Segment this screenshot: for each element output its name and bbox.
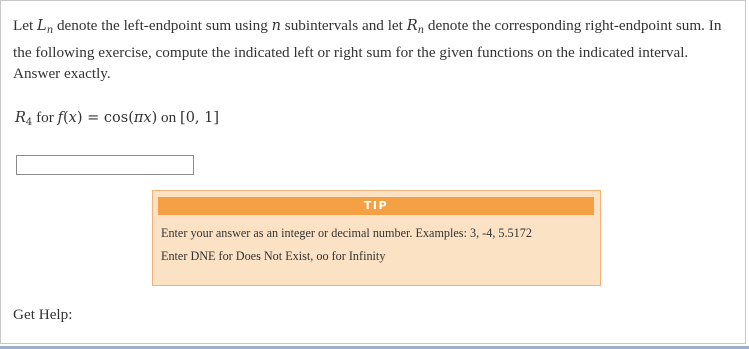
r-n-symbol: $R_n$ (406, 18, 425, 36)
for-text: for (32, 109, 58, 126)
intro-text-3: subintervals and let (280, 17, 407, 34)
tip-box (152, 190, 601, 286)
answer-input[interactable] (16, 155, 194, 175)
n-variable: n (271, 18, 281, 34)
problem-statement (13, 15, 735, 85)
on-text: on (157, 109, 181, 126)
intro-text: Let (13, 17, 38, 34)
tip-line-format: Enter your answer as an integer or decimal number. Examples: 3, -4, 5.5172 (161, 226, 532, 240)
tip-line-dne: Enter DNE for Does Not Exist, oo for Infinity (161, 249, 386, 263)
intro-text-2: denote the left-endpoint sum using (53, 17, 272, 34)
r4-symbol: $R_4$ (15, 110, 33, 128)
l-n-symbol: $L_n$ (37, 18, 54, 36)
get-help-label: Get Help: (13, 306, 73, 323)
function-expression: f(x) = cos(πx) (57, 110, 158, 126)
intro-text-4: denote the corresponding right-endpoint sum. In the following exercise, compute the indicated left or right sum for the given functions on the indicated interval. Answer exactly. (13, 17, 722, 82)
tip-header: TIP (158, 197, 594, 215)
interval: [0, 1] (180, 110, 220, 126)
question-expression (15, 109, 219, 128)
